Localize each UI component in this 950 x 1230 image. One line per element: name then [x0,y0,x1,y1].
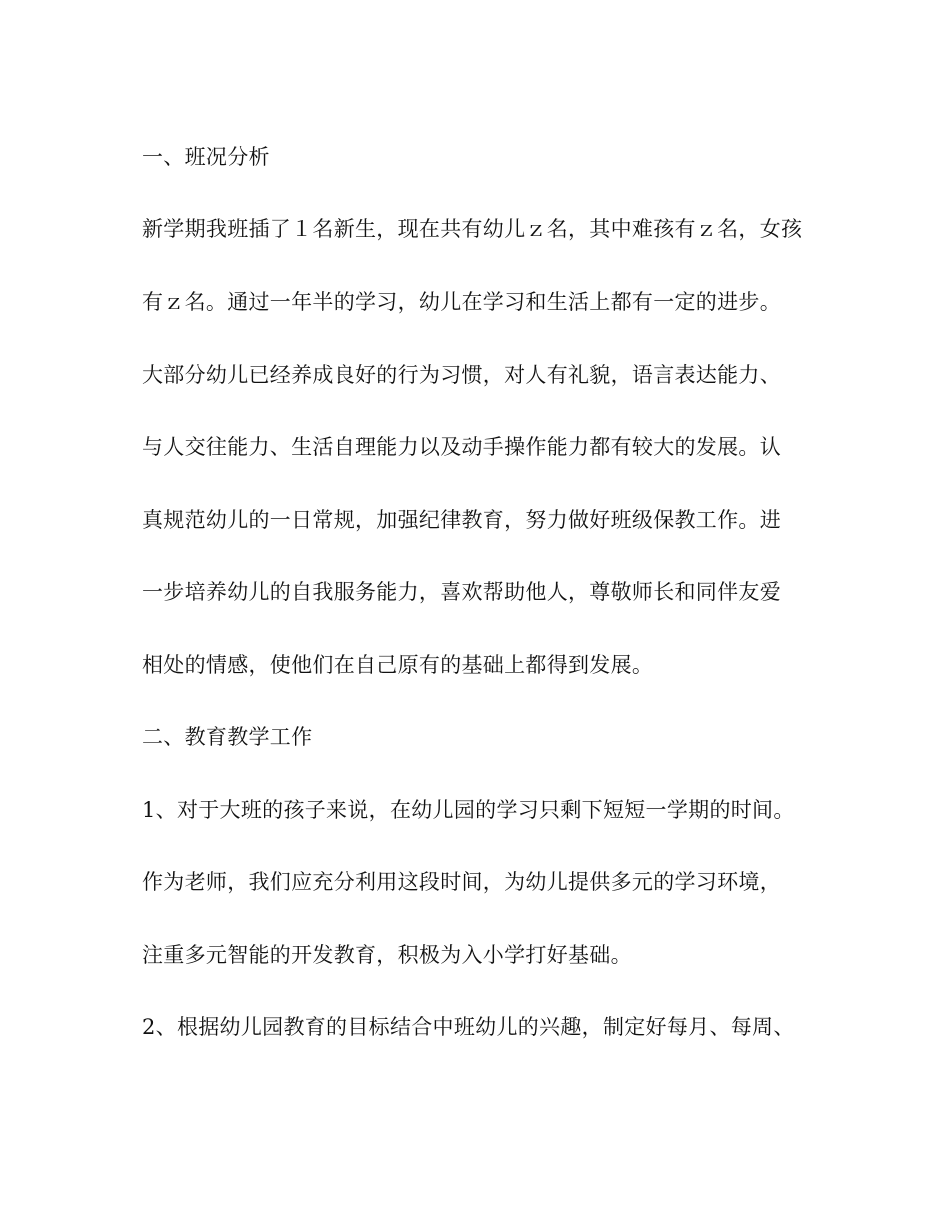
paragraph-line: 注重多元智能的开发教育，积极为入小学打好基础。 [142,943,632,967]
paragraph-line: 2、根据幼儿园教育的目标结合中班幼儿的兴趣，制定好每月、每周、 [142,1015,795,1039]
section-heading-class-analysis: 一、班况分析 [142,145,270,169]
paragraph-line: 大部分幼儿已经养成良好的行为习惯，对人有礼貌，语言表达能力、 [142,363,781,387]
paragraph-line: 作为老师，我们应充分利用这段时间，为幼儿提供多元的学习环境， [142,870,781,894]
paragraph-line: 有ｚ名。通过一年半的学习，幼儿在学习和生活上都有一定的进步。 [142,290,781,314]
paragraph-line: 一步培养幼儿的自我服务能力，喜欢帮助他人，尊敬师长和同伴友爱 [142,580,781,604]
paragraph-line: 与人交往能力、生活自理能力以及动手操作能力都有较大的发展。认 [142,435,781,459]
paragraph-line: 真规范幼儿的一日常规，加强纪律教育，努力做好班级保教工作。进 [142,508,781,532]
paragraph-line: 新学期我班插了１名新生，现在共有幼儿ｚ名，其中难孩有ｚ名，女孩 [142,217,803,241]
paragraph-line: 1、对于大班的孩子来说，在幼儿园的学习只剩下短短一学期的时间。 [142,798,795,822]
section-heading-teaching-work: 二、教育教学工作 [142,725,313,749]
paragraph-line: 相处的情感，使他们在自己原有的基础上都得到发展。 [142,653,654,677]
